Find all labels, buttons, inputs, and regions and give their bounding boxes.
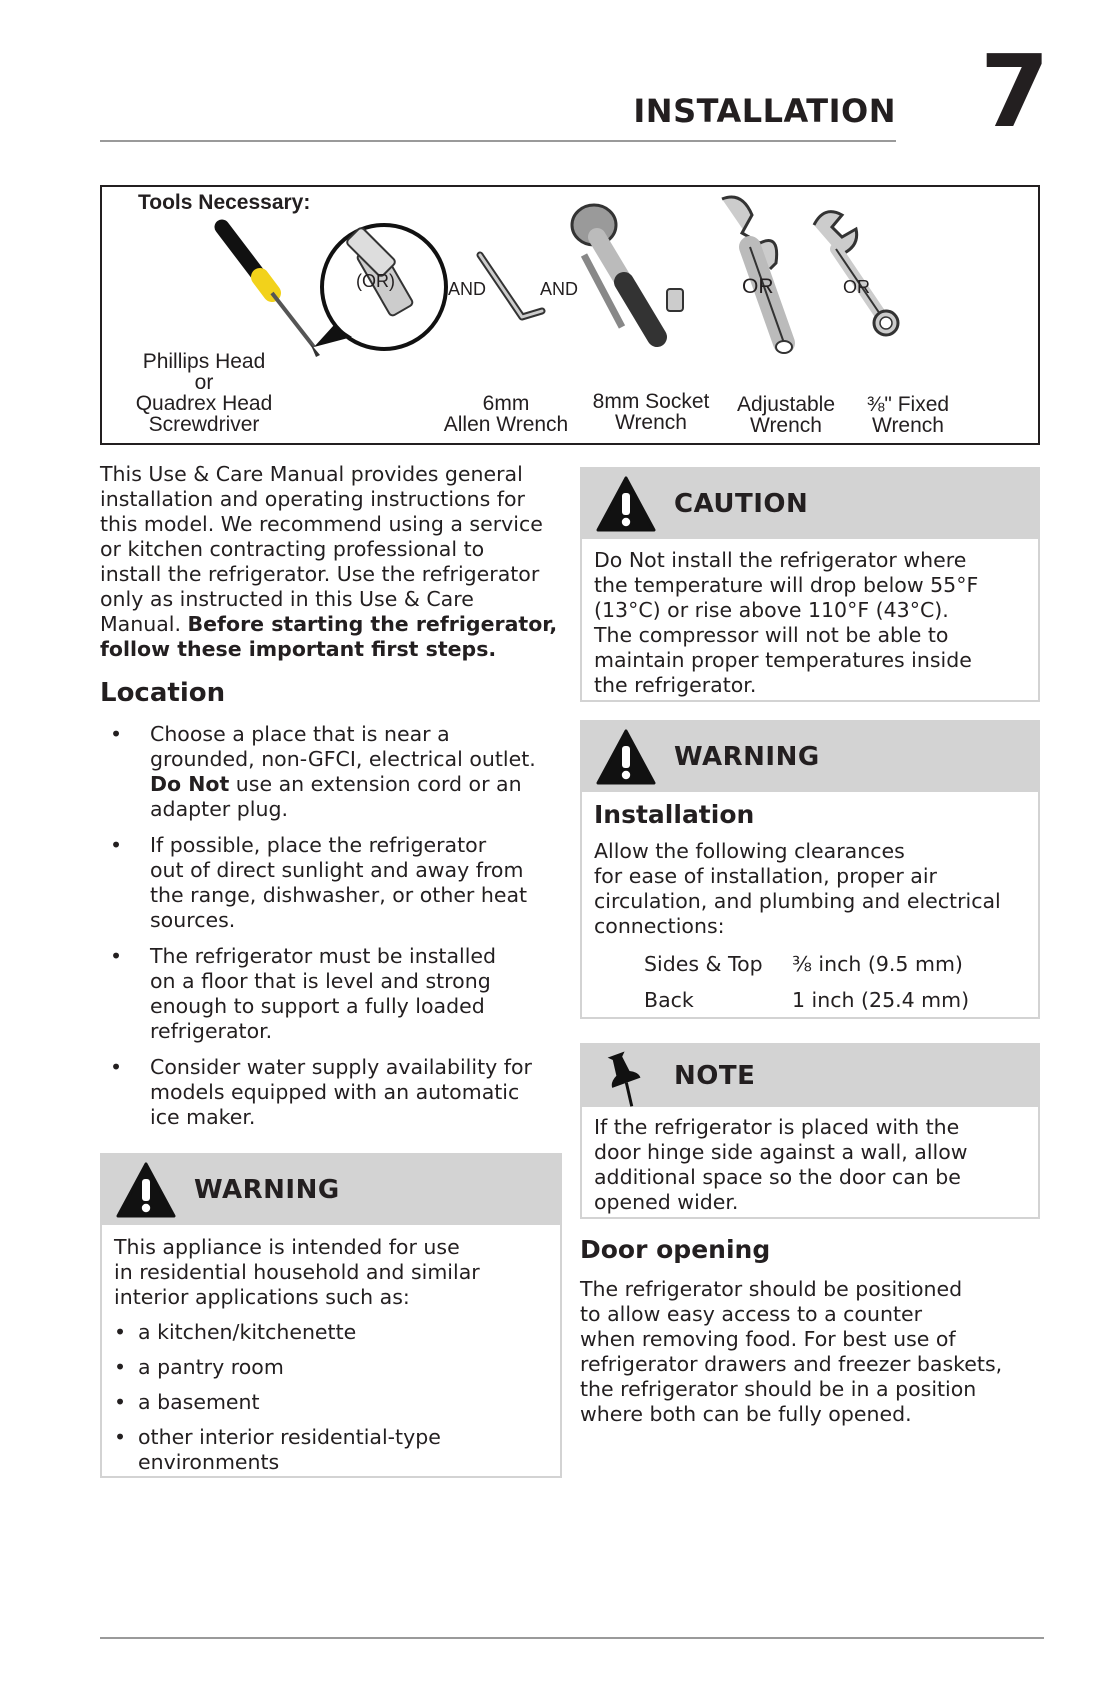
list-item: • The refrigerator must be installed on a floor that is level and strong enough to support a fully loaded refrigerator. bbox=[110, 944, 497, 1043]
list-item: • a basement bbox=[114, 1390, 260, 1414]
list-item: • a kitchen/kitchenette bbox=[114, 1320, 357, 1344]
list-item: • If possible, place the refrigerator out of direct sunlight and away from the range, dishwasher, or other heat sources. bbox=[110, 833, 528, 932]
socket-wrench-label: 8mm Socket Wrench bbox=[592, 390, 710, 434]
bit-or-label: (OR) bbox=[356, 271, 395, 291]
footer-rule bbox=[100, 1637, 1044, 1639]
callout-body: Do Not install the refrigerator where the temperature will drop below 55°F (13°C) or rise above 110°F (43°C). The compressor will not be able to maintain proper temperatures inside the refrigerator. bbox=[594, 548, 979, 697]
or-label: OR bbox=[843, 277, 870, 297]
callout-body: If the refrigerator is placed with the door hinge side against a wall, allow additional space so the door can be opened wider. bbox=[594, 1115, 968, 1214]
door-opening-paragraph: The refrigerator should be positioned to allow easy access to a counter when removing food. For best use of refrigerator drawers and freezer baskets, the refrigerator should be in a position where both can be fully opened. bbox=[580, 1277, 1003, 1426]
screwdriver-label: Phillips Head or Quadrex Head Screwdriver bbox=[135, 350, 273, 436]
callout-header: CAUTION bbox=[582, 469, 1038, 539]
installation-heading: Installation bbox=[594, 800, 755, 829]
callout-header: WARNING bbox=[102, 1155, 560, 1225]
callout-body: Allow the following clearances for ease of installation, proper air circulation, and plumbing and electrical connections: bbox=[594, 839, 1001, 938]
screwdriver-icon bbox=[222, 227, 320, 357]
and-label: AND bbox=[540, 279, 579, 299]
list-item: • Consider water supply availability for models equipped with an automatic ice maker. bbox=[110, 1055, 532, 1129]
note-callout bbox=[580, 1043, 1040, 1219]
warning-icon bbox=[596, 476, 656, 532]
callout-header: WARNING bbox=[582, 722, 1038, 792]
tools-panel bbox=[100, 185, 1040, 445]
fixed-wrench-icon bbox=[814, 212, 898, 335]
socket-wrench-icon bbox=[572, 205, 683, 337]
or-label: OR bbox=[742, 275, 774, 298]
tools-title: Tools Necessary: bbox=[138, 191, 311, 214]
warning-icon bbox=[116, 1162, 176, 1218]
list-item: • Choose a place that is near a grounded, non-GFCI, electrical outlet. Do Not use an extension cord or an adapter plug. bbox=[110, 722, 536, 821]
caution-callout bbox=[580, 467, 1040, 702]
clearance-row: Back 1 inch (25.4 mm) bbox=[644, 988, 970, 1012]
warning-callout bbox=[100, 1153, 562, 1478]
adjustable-wrench-label: Adjustable Wrench bbox=[736, 393, 836, 437]
door-opening-heading: Door opening bbox=[580, 1235, 771, 1264]
warning-icon bbox=[596, 729, 656, 785]
callout-header: NOTE bbox=[582, 1045, 1038, 1107]
clearance-row: Sides & Top ⅜ inch (9.5 mm) bbox=[644, 952, 963, 976]
header-rule bbox=[100, 140, 896, 142]
installation-warning-callout bbox=[580, 720, 1040, 1019]
callout-body: This appliance is intended for use in residential household and similar interior applications such as: • a kitchen/kitchenette • a pantry room • a basement • other interior residential-type environments bbox=[114, 1235, 554, 1475]
allen-wrench-label: 6mm Allen Wrench bbox=[443, 392, 569, 436]
allen-wrench-icon bbox=[480, 255, 542, 317]
and-label: AND bbox=[448, 279, 487, 299]
list-item: • other interior residential-type environments bbox=[114, 1425, 441, 1474]
location-list bbox=[100, 722, 570, 1130]
intro-paragraph: This Use & Care Manual provides general installation and operating instructions for this model. We recommend using a service or kitchen contracting professional to install the refrigerator. Use the refrigerator only as instructed in this Use & Care Manual. Before starting the refrigerator, follow these important first steps. bbox=[100, 462, 558, 661]
fixed-wrench-label: ⅜" Fixed Wrench bbox=[866, 393, 950, 437]
pushpin-icon bbox=[606, 1051, 646, 1111]
location-heading: Location bbox=[100, 678, 226, 708]
page-number: 7 bbox=[980, 33, 1050, 150]
section-title: INSTALLATION bbox=[633, 92, 896, 130]
list-item: • a pantry room bbox=[114, 1355, 284, 1379]
